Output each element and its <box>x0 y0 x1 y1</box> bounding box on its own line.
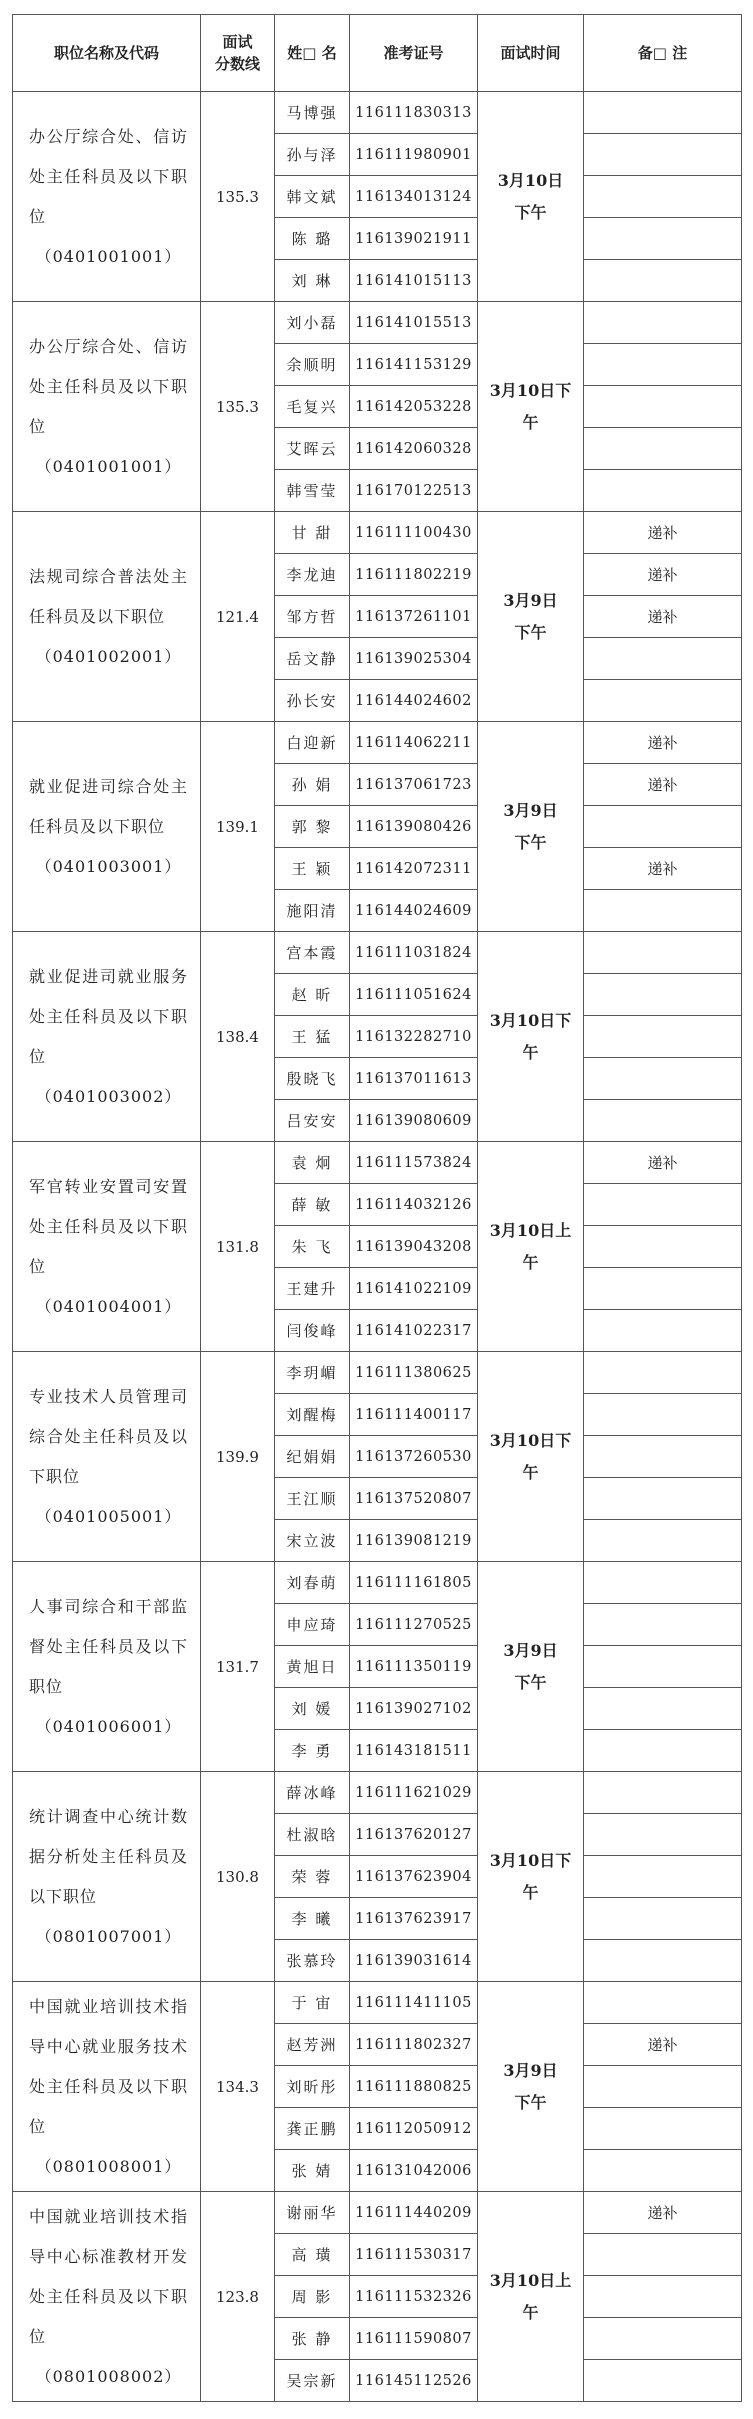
interview-time-cell: 3月10日下午 <box>478 1352 584 1562</box>
ticket-number: 116111270525 <box>350 1604 478 1646</box>
note-cell <box>584 1058 742 1100</box>
ticket-number: 116145112526 <box>350 2360 478 2402</box>
interview-table-wrapper <box>12 14 742 2402</box>
ticket-number: 116111802219 <box>350 554 478 596</box>
note-cell <box>584 1226 742 1268</box>
ticket-number: 116170122513 <box>350 470 478 512</box>
score-cell: 123.8 <box>201 2192 275 2402</box>
candidate-name: 刘昕彤 <box>275 2066 350 2108</box>
candidate-name: 孙与泽 <box>275 134 350 176</box>
ticket-number: 116139081219 <box>350 1520 478 1562</box>
note-cell <box>584 806 742 848</box>
note-cell <box>584 1730 742 1772</box>
note-cell <box>584 134 742 176</box>
ticket-number: 116137261101 <box>350 596 478 638</box>
candidate-name: 周 影 <box>275 2276 350 2318</box>
ticket-number: 116111100430 <box>350 512 478 554</box>
ticket-number: 116111532326 <box>350 2276 478 2318</box>
ticket-number: 116114032126 <box>350 1184 478 1226</box>
note-cell <box>584 2108 742 2150</box>
interview-time-cell: 3月10日下午 <box>478 932 584 1142</box>
candidate-name: 岳文静 <box>275 638 350 680</box>
position-code: （0401003002） <box>35 1086 182 1106</box>
note-cell <box>584 638 742 680</box>
position-title: 就业促进司综合处主任科员及以下职位 <box>29 776 188 836</box>
table-row <box>13 2192 742 2234</box>
candidate-name: 王 颖 <box>275 848 350 890</box>
ticket-number: 116111051624 <box>350 974 478 1016</box>
ticket-number: 116142060328 <box>350 428 478 470</box>
position-title: 中国就业培训技术指导中心标准教材开发处主任科员及以下职位 <box>29 2206 188 2346</box>
position-code: （0401001001） <box>35 246 182 266</box>
position-cell <box>13 1982 201 2192</box>
candidate-name: 薛冰峰 <box>275 1772 350 1814</box>
candidate-name: 甘 甜 <box>275 512 350 554</box>
candidate-name: 张 婧 <box>275 2150 350 2192</box>
candidate-name: 宋立波 <box>275 1520 350 1562</box>
ticket-number: 116141015513 <box>350 302 478 344</box>
position-cell <box>13 1352 201 1562</box>
note-cell: 递补 <box>584 596 742 638</box>
candidate-name: 孙 娟 <box>275 764 350 806</box>
candidate-name: 张 静 <box>275 2318 350 2360</box>
candidate-name: 孙长安 <box>275 680 350 722</box>
table-row <box>13 1352 742 1394</box>
position-cell <box>13 302 201 512</box>
interview-time-cell: 3月10日下午 <box>478 302 584 512</box>
note-cell <box>584 2360 742 2402</box>
position-cell <box>13 1772 201 1982</box>
ticket-number: 116141022317 <box>350 1310 478 1352</box>
ticket-number: 116111802327 <box>350 2024 478 2066</box>
position-title: 军官转业安置司安置处主任科员及以下职位 <box>29 1176 188 1276</box>
ticket-number: 116111980901 <box>350 134 478 176</box>
candidate-name: 朱 飞 <box>275 1226 350 1268</box>
ticket-number: 116111400117 <box>350 1394 478 1436</box>
ticket-number: 116111380625 <box>350 1352 478 1394</box>
table-row <box>13 1772 742 1814</box>
note-cell <box>584 974 742 1016</box>
note-cell <box>584 1646 742 1688</box>
ticket-number: 116137623917 <box>350 1898 478 1940</box>
candidate-name: 刘醒梅 <box>275 1394 350 1436</box>
position-cell <box>13 1562 201 1772</box>
note-cell <box>584 1268 742 1310</box>
note-cell <box>584 1982 742 2024</box>
note-cell <box>584 1940 742 1982</box>
candidate-name: 张慕玲 <box>275 1940 350 1982</box>
note-cell <box>584 1310 742 1352</box>
note-cell <box>584 2066 742 2108</box>
position-title: 就业促进司就业服务处主任科员及以下职位 <box>29 966 188 1066</box>
table-row <box>13 92 742 134</box>
ticket-number: 116139080609 <box>350 1100 478 1142</box>
position-cell <box>13 722 201 932</box>
header-name: 姓□ 名 <box>275 15 350 92</box>
candidate-name: 申应琦 <box>275 1604 350 1646</box>
note-cell <box>584 260 742 302</box>
note-cell <box>584 218 742 260</box>
interview-list-table <box>12 14 742 2402</box>
candidate-name: 邹方哲 <box>275 596 350 638</box>
ticket-number: 116139080426 <box>350 806 478 848</box>
note-cell <box>584 1562 742 1604</box>
position-title: 统计调查中心统计数据分析处主任科员及以下职位 <box>29 1806 188 1906</box>
note-cell <box>584 1520 742 1562</box>
position-code: （0401001001） <box>35 456 182 476</box>
note-cell: 递补 <box>584 512 742 554</box>
ticket-number: 116144024602 <box>350 680 478 722</box>
interview-time-cell: 3月10日上午 <box>478 2192 584 2402</box>
position-code: （0801007001） <box>35 1926 182 1946</box>
position-cell <box>13 1142 201 1352</box>
score-cell: 121.4 <box>201 512 275 722</box>
position-cell <box>13 2192 201 2402</box>
ticket-number: 116142053228 <box>350 386 478 428</box>
ticket-number: 116111031824 <box>350 932 478 974</box>
score-cell: 131.8 <box>201 1142 275 1352</box>
note-cell <box>584 302 742 344</box>
position-title: 人事司综合和干部监督处主任科员及以下职位 <box>29 1596 188 1696</box>
position-cell <box>13 92 201 302</box>
ticket-number: 116131042006 <box>350 2150 478 2192</box>
note-cell <box>584 1478 742 1520</box>
candidate-name: 王江顺 <box>275 1478 350 1520</box>
ticket-number: 116142072311 <box>350 848 478 890</box>
ticket-number: 116139031614 <box>350 1940 478 1982</box>
candidate-name: 杜淑晗 <box>275 1814 350 1856</box>
ticket-number: 116111880825 <box>350 2066 478 2108</box>
ticket-number: 116111621029 <box>350 1772 478 1814</box>
header-score: 面试 分数线 <box>201 15 275 92</box>
note-cell <box>584 1688 742 1730</box>
ticket-number: 116137520807 <box>350 1478 478 1520</box>
position-cell <box>13 932 201 1142</box>
position-code: （0801008002） <box>35 2366 182 2386</box>
note-cell: 递补 <box>584 554 742 596</box>
score-cell: 130.8 <box>201 1772 275 1982</box>
table-body <box>13 92 742 2402</box>
table-row <box>13 1562 742 1604</box>
note-cell <box>584 1898 742 1940</box>
candidate-name: 王建升 <box>275 1268 350 1310</box>
note-cell: 递补 <box>584 1142 742 1184</box>
position-title: 专业技术人员管理司综合处主任科员及以下职位 <box>29 1386 188 1486</box>
interview-time-cell: 3月10日下午 <box>478 1772 584 1982</box>
score-cell: 139.9 <box>201 1352 275 1562</box>
candidate-name: 龚正鹏 <box>275 2108 350 2150</box>
ticket-number: 116111530317 <box>350 2234 478 2276</box>
note-cell <box>584 2276 742 2318</box>
candidate-name: 纪娟娟 <box>275 1436 350 1478</box>
note-cell <box>584 932 742 974</box>
note-cell <box>584 470 742 512</box>
candidate-name: 白迎新 <box>275 722 350 764</box>
candidate-name: 吴宗新 <box>275 2360 350 2402</box>
position-code: （0401004001） <box>35 1296 182 1316</box>
candidate-name: 薛 敏 <box>275 1184 350 1226</box>
note-cell <box>584 680 742 722</box>
score-cell: 139.1 <box>201 722 275 932</box>
ticket-number: 116141153129 <box>350 344 478 386</box>
ticket-number: 116111411105 <box>350 1982 478 2024</box>
note-cell <box>584 92 742 134</box>
ticket-number: 116139021911 <box>350 218 478 260</box>
ticket-number: 116111440209 <box>350 2192 478 2234</box>
ticket-number: 116137620127 <box>350 1814 478 1856</box>
ticket-number: 116139043208 <box>350 1226 478 1268</box>
candidate-name: 宫本霞 <box>275 932 350 974</box>
note-cell: 递补 <box>584 848 742 890</box>
note-cell: 递补 <box>584 2192 742 2234</box>
candidate-name: 陈 璐 <box>275 218 350 260</box>
ticket-number: 116111590807 <box>350 2318 478 2360</box>
note-cell: 递补 <box>584 2024 742 2066</box>
candidate-name: 殷晓飞 <box>275 1058 350 1100</box>
note-cell <box>584 2318 742 2360</box>
position-cell <box>13 512 201 722</box>
candidate-name: 李 勇 <box>275 1730 350 1772</box>
header-time: 面试时间 <box>478 15 584 92</box>
candidate-name: 余顺明 <box>275 344 350 386</box>
note-cell <box>584 890 742 932</box>
ticket-number: 116114062211 <box>350 722 478 764</box>
header-position: 职位名称及代码 <box>13 15 201 92</box>
candidate-name: 闫俊峰 <box>275 1310 350 1352</box>
position-code: （0401003001） <box>35 856 182 876</box>
ticket-number: 116137011613 <box>350 1058 478 1100</box>
ticket-number: 116143181511 <box>350 1730 478 1772</box>
candidate-name: 袁 炯 <box>275 1142 350 1184</box>
note-cell <box>584 386 742 428</box>
score-cell: 135.3 <box>201 92 275 302</box>
ticket-number: 116111161805 <box>350 1562 478 1604</box>
header-ticket: 准考证号 <box>350 15 478 92</box>
ticket-number: 116112050912 <box>350 2108 478 2150</box>
candidate-name: 王 猛 <box>275 1016 350 1058</box>
candidate-name: 于 宙 <box>275 1982 350 2024</box>
position-title: 办公厅综合处、信访处主任科员及以下职位 <box>29 126 188 226</box>
interview-time-cell: 3月10日 下午 <box>478 92 584 302</box>
candidate-name: 谢丽华 <box>275 2192 350 2234</box>
interview-time-cell: 3月9日 下午 <box>478 1982 584 2192</box>
ticket-number: 116111350119 <box>350 1646 478 1688</box>
interview-time-cell: 3月10日上午 <box>478 1142 584 1352</box>
candidate-name: 刘 媛 <box>275 1688 350 1730</box>
position-title: 办公厅综合处、信访处主任科员及以下职位 <box>29 336 188 436</box>
candidate-name: 刘小磊 <box>275 302 350 344</box>
interview-time-cell: 3月9日 下午 <box>478 722 584 932</box>
candidate-name: 韩雪莹 <box>275 470 350 512</box>
candidate-name: 李龙迪 <box>275 554 350 596</box>
header-note: 备□ 注 <box>584 15 742 92</box>
ticket-number: 116111573824 <box>350 1142 478 1184</box>
note-cell <box>584 1100 742 1142</box>
score-cell: 131.7 <box>201 1562 275 1772</box>
candidate-name: 艾晖云 <box>275 428 350 470</box>
candidate-name: 李玥嵋 <box>275 1352 350 1394</box>
ticket-number: 116137061723 <box>350 764 478 806</box>
ticket-number: 116144024609 <box>350 890 478 932</box>
note-cell <box>584 428 742 470</box>
note-cell <box>584 344 742 386</box>
interview-time-cell: 3月9日 下午 <box>478 512 584 722</box>
candidate-name: 吕安安 <box>275 1100 350 1142</box>
candidate-name: 黄旭日 <box>275 1646 350 1688</box>
table-row <box>13 302 742 344</box>
score-cell: 138.4 <box>201 932 275 1142</box>
ticket-number: 116137623904 <box>350 1856 478 1898</box>
score-cell: 135.3 <box>201 302 275 512</box>
note-cell <box>584 2234 742 2276</box>
note-cell <box>584 1604 742 1646</box>
ticket-number: 116141022109 <box>350 1268 478 1310</box>
position-code: （0401006001） <box>35 1716 182 1736</box>
candidate-name: 毛复兴 <box>275 386 350 428</box>
note-cell <box>584 176 742 218</box>
ticket-number: 116134013124 <box>350 176 478 218</box>
ticket-number: 116137260530 <box>350 1436 478 1478</box>
table-row <box>13 722 742 764</box>
note-cell <box>584 1772 742 1814</box>
score-cell: 134.3 <box>201 1982 275 2192</box>
ticket-number: 116141015113 <box>350 260 478 302</box>
note-cell <box>584 1394 742 1436</box>
candidate-name: 刘 琳 <box>275 260 350 302</box>
candidate-name: 韩文斌 <box>275 176 350 218</box>
position-title: 法规司综合普法处主任科员及以下职位 <box>29 566 188 626</box>
position-title: 中国就业培训技术指导中心就业服务技术处主任科员及以下职位 <box>29 1996 188 2136</box>
position-code: （0401002001） <box>35 646 182 666</box>
candidate-name: 郭 黎 <box>275 806 350 848</box>
table-header-row <box>13 15 742 92</box>
candidate-name: 施阳清 <box>275 890 350 932</box>
note-cell <box>584 1016 742 1058</box>
ticket-number: 116139025304 <box>350 638 478 680</box>
note-cell: 递补 <box>584 764 742 806</box>
note-cell <box>584 1436 742 1478</box>
note-cell <box>584 1856 742 1898</box>
table-row <box>13 512 742 554</box>
note-cell <box>584 1814 742 1856</box>
position-code: （0801008001） <box>35 2156 182 2176</box>
ticket-number: 116111830313 <box>350 92 478 134</box>
note-cell: 递补 <box>584 722 742 764</box>
note-cell <box>584 2150 742 2192</box>
candidate-name: 高 璜 <box>275 2234 350 2276</box>
table-row <box>13 1142 742 1184</box>
candidate-name: 马博强 <box>275 92 350 134</box>
candidate-name: 刘春萌 <box>275 1562 350 1604</box>
note-cell <box>584 1352 742 1394</box>
candidate-name: 赵芳洲 <box>275 2024 350 2066</box>
ticket-number: 116139027102 <box>350 1688 478 1730</box>
ticket-number: 116132282710 <box>350 1016 478 1058</box>
interview-time-cell: 3月9日 下午 <box>478 1562 584 1772</box>
note-cell <box>584 1184 742 1226</box>
candidate-name: 李 曦 <box>275 1898 350 1940</box>
position-code: （0401005001） <box>35 1506 182 1526</box>
candidate-name: 荣 蓉 <box>275 1856 350 1898</box>
candidate-name: 赵 昕 <box>275 974 350 1016</box>
table-row <box>13 1982 742 2024</box>
table-row <box>13 932 742 974</box>
